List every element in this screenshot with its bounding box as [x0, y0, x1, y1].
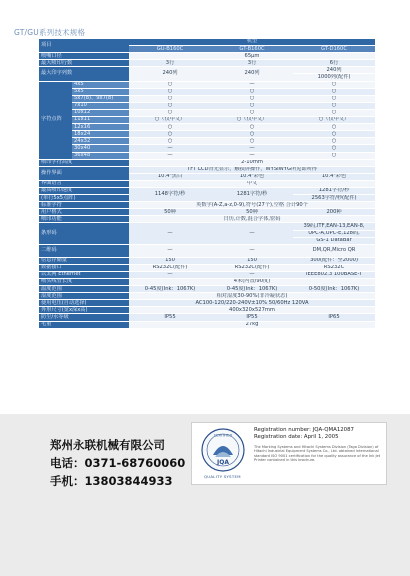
row-value: 39码,ITF,EAN-13,EAN-8, — [293, 223, 375, 230]
row-value: 1281字符/秒 — [211, 187, 293, 201]
row-value: ○ — [293, 88, 375, 95]
company-name: 郑州永联机械有限公司 — [50, 438, 165, 452]
row-value: ○ — [293, 145, 375, 152]
dot-size-label: 10x12 — [72, 109, 129, 116]
row-value: ○ — [211, 102, 293, 109]
table-row — [39, 300, 375, 307]
row-value: 10.4"彩色 — [211, 173, 293, 180]
dot-size-label: 11x11 — [72, 117, 129, 124]
row-label: 外形尺寸(宽x深x高) — [39, 307, 129, 314]
row-value: IP65 — [293, 314, 375, 321]
seal-mark-text: JQA — [217, 459, 229, 466]
row-value: — — [211, 145, 293, 152]
row-value: ○ — [129, 138, 211, 145]
row-label: 温度范围 — [39, 286, 129, 293]
row-label: 操作界面 — [39, 166, 129, 180]
row-value: 2-10mm — [129, 159, 375, 166]
jqa-seal-icon — [200, 427, 246, 473]
table-row — [39, 166, 375, 173]
row-value: ○ — [129, 109, 211, 116]
row-label: (单行5x5点阵) — [39, 195, 129, 202]
row-value: 10.4"彩色 — [293, 173, 375, 180]
row-value: — — [129, 244, 211, 257]
table-row — [39, 223, 375, 230]
table-row — [39, 264, 375, 271]
row-value: — — [129, 271, 211, 278]
row-value: 4米(内置/90度) — [129, 279, 375, 286]
row-value: 27kg — [129, 321, 375, 328]
row-value: 50种 — [211, 209, 293, 216]
row-value: ○ — [211, 124, 293, 131]
seal-top-text: CERTIFIED — [213, 433, 233, 438]
row-label: 信息存储量 — [39, 257, 129, 264]
dot-size-label: 36x48 — [72, 152, 129, 159]
row-value: ○（仅中文） — [293, 117, 375, 124]
table-row — [39, 60, 375, 67]
dot-size-label: 4x5 — [72, 81, 129, 88]
row-value: 3行 — [129, 60, 211, 67]
table-row — [39, 257, 375, 264]
row-value: 1000列(配件) — [293, 74, 375, 81]
row-value: 50种 — [129, 209, 211, 216]
row-label: 最高喷印速度 — [39, 187, 129, 194]
row-label: 毛重 — [39, 321, 129, 328]
spec-table — [39, 39, 375, 329]
row-label: 字符点阵 — [39, 81, 72, 159]
dot-size-label: 18x24 — [72, 131, 129, 138]
table-row — [39, 216, 375, 223]
row-value: 150 — [129, 257, 211, 264]
row-value: ○ — [211, 95, 293, 102]
certificate-body: The Marking Systems and Hitachi Systems Division (Taga Division) of Hitachi Industrial Equipment Systems Co., Ltd. obtained international standard ISO 9001 certification for the quality assurance of the Ink Jet Printer contained in this brochure. — [254, 445, 381, 462]
row-value: ○ — [211, 88, 293, 95]
row-value: ○ — [293, 95, 375, 102]
row-value: DM,QR,Micro QR — [293, 244, 375, 257]
quality-system-label: QUALITY SYSTEM — [204, 474, 241, 479]
table-header-row — [39, 39, 375, 46]
row-value: 1148字符/秒 — [129, 187, 211, 201]
row-value: 相对湿度30-90%(非冷凝状态) — [129, 293, 375, 300]
row-value: AC100-120/220-240V±10% 50/60Hz 120VA — [129, 300, 375, 307]
row-value: 0-45度(Ink：1067K) — [211, 286, 293, 293]
row-value: 3行 — [211, 60, 293, 67]
row-value: — — [211, 81, 293, 88]
table-row — [39, 81, 375, 88]
mobile-number: 手机：13803844933 — [50, 474, 173, 488]
row-value: IP55 — [211, 314, 293, 321]
row-value: IP55 — [129, 314, 211, 321]
row-label: 喷印功能 — [39, 216, 129, 223]
model-name: GU-B160C — [129, 46, 211, 53]
row-label: 界面语言 — [39, 180, 129, 187]
dot-size-label: 5x5 — [72, 88, 129, 95]
dot-size-label: 5x7(8)、9x7(8) — [72, 95, 129, 102]
row-value: — — [129, 152, 211, 159]
table-row — [39, 279, 375, 286]
row-value: ○ — [129, 102, 211, 109]
table-row — [39, 109, 375, 116]
row-value: ○ — [129, 131, 211, 138]
row-value: TFT LCD背光显示，触摸屏操作，WYSIWYG所见即所得 — [129, 166, 375, 173]
table-row — [39, 102, 375, 109]
row-value: 240列 — [129, 67, 211, 81]
row-value: ○ — [129, 124, 211, 131]
row-label: 用户格式 — [39, 209, 129, 216]
row-value: — — [211, 152, 293, 159]
row-label: 喷印字符高度 — [39, 159, 129, 166]
row-value: 240列 — [211, 67, 293, 81]
table-row — [39, 152, 375, 159]
row-value: GS-1 DataBar — [293, 237, 375, 244]
row-value: ○ — [293, 138, 375, 145]
row-value: 英数字(A-Z,a-z,0-9),符号(27个),空格 合计90个 — [129, 202, 375, 209]
table-row — [39, 244, 375, 257]
row-label: 湿度范围 — [39, 293, 129, 300]
row-value: ○ — [293, 109, 375, 116]
table-row — [39, 138, 375, 145]
row-label: 喷头线管长度 — [39, 279, 129, 286]
row-value: ○ — [129, 95, 211, 102]
table-row — [39, 117, 375, 124]
row-value: ○ — [211, 109, 293, 116]
row-label: 标准字符 — [39, 202, 129, 209]
table-row — [39, 95, 375, 102]
table-row — [39, 145, 375, 152]
row-label: 以太网 Ethernet — [39, 271, 129, 278]
iso-certificate — [191, 422, 387, 485]
dot-size-label: 12x16 — [72, 124, 129, 131]
table-row — [39, 67, 375, 74]
row-label: 最大印字列数 — [39, 67, 129, 81]
page-title: GT/GU系列技术规格 — [14, 28, 86, 37]
table-row — [39, 307, 375, 314]
row-label: 数据接口 — [39, 264, 129, 271]
row-value: — — [129, 223, 211, 244]
row-value: 65μm — [129, 53, 375, 60]
row-value: 400x320x527mm — [129, 307, 375, 314]
row-value: ○ — [293, 124, 375, 131]
row-value: RS232C(配件) — [129, 264, 211, 271]
row-value: ○（仅中文） — [211, 117, 293, 124]
row-value: UPC-A,UPC-E,128码, — [293, 230, 375, 237]
row-value: 中文 — [129, 180, 375, 187]
row-value: — — [211, 223, 293, 244]
table-row — [39, 286, 375, 293]
registration-number: Registration number: JQA-QMA12087 — [254, 427, 354, 433]
dot-size-label: 24x32 — [72, 138, 129, 145]
model-name: GT-B160C — [211, 46, 293, 53]
table-row — [39, 53, 375, 60]
row-value: IEEE802.3 100BASE-T — [293, 271, 375, 278]
row-value: ○ — [293, 152, 375, 159]
row-value: 10.4"黑白 — [129, 173, 211, 180]
row-value: 0-50度(Ink：1067K) — [293, 286, 375, 293]
table-row — [39, 124, 375, 131]
table-row — [39, 271, 375, 278]
registration-date: Registration date: April 1, 2005 — [254, 434, 339, 440]
row-label: 喷嘴口径 — [39, 53, 129, 60]
row-value: ○ — [211, 131, 293, 138]
row-value: 6行 — [293, 60, 375, 67]
phone-number: 电话：0371-68760060 — [50, 456, 186, 470]
contact-block — [50, 436, 185, 490]
row-value: ○ — [293, 102, 375, 109]
row-value: 240列 — [293, 67, 375, 74]
table-row — [39, 209, 375, 216]
model-name: GT-D160C — [293, 46, 375, 53]
row-value: 150 — [211, 257, 293, 264]
row-value: 1281字符/秒 — [293, 187, 375, 194]
table-row — [39, 180, 375, 187]
row-value: — — [211, 271, 293, 278]
table-row — [39, 159, 375, 166]
row-value: RS232C — [293, 264, 375, 271]
row-value: ○ — [293, 81, 375, 88]
row-label: 二维码 — [39, 244, 129, 257]
row-value: — — [211, 244, 293, 257]
table-row — [39, 131, 375, 138]
row-value: ○ — [211, 138, 293, 145]
row-label: 防尘/水等级 — [39, 314, 129, 321]
dot-size-label: 7x10 — [72, 102, 129, 109]
row-label: 使用电压(自动选择) — [39, 300, 129, 307]
row-value: — — [129, 145, 211, 152]
header-item-label: 项目 — [39, 39, 129, 53]
table-row — [39, 187, 375, 194]
row-value: 日历,计数,混合字体,密码 — [129, 216, 375, 223]
row-value: RS232C(配件) — [211, 264, 293, 271]
row-value: ○ — [129, 88, 211, 95]
row-value: ○ — [293, 131, 375, 138]
row-value: ○（仅中文） — [129, 117, 211, 124]
row-value: 200种 — [293, 209, 375, 216]
row-value: ○ — [129, 81, 211, 88]
certificate-text — [254, 427, 384, 462]
table-row — [39, 202, 375, 209]
row-value: 2563字符/秒(配件) — [293, 195, 375, 202]
row-value: 0-45度(Ink：1067K) — [129, 286, 211, 293]
dot-size-label: 30x40 — [72, 145, 129, 152]
row-label: 最大喷印行数 — [39, 60, 129, 67]
table-row — [39, 314, 375, 321]
row-label: 条形码 — [39, 223, 129, 244]
table-row — [39, 321, 375, 328]
header-model-label: 机型 — [129, 39, 375, 46]
table-row — [39, 293, 375, 300]
row-value: 300(配件：至2000) — [293, 257, 375, 264]
table-row — [39, 88, 375, 95]
